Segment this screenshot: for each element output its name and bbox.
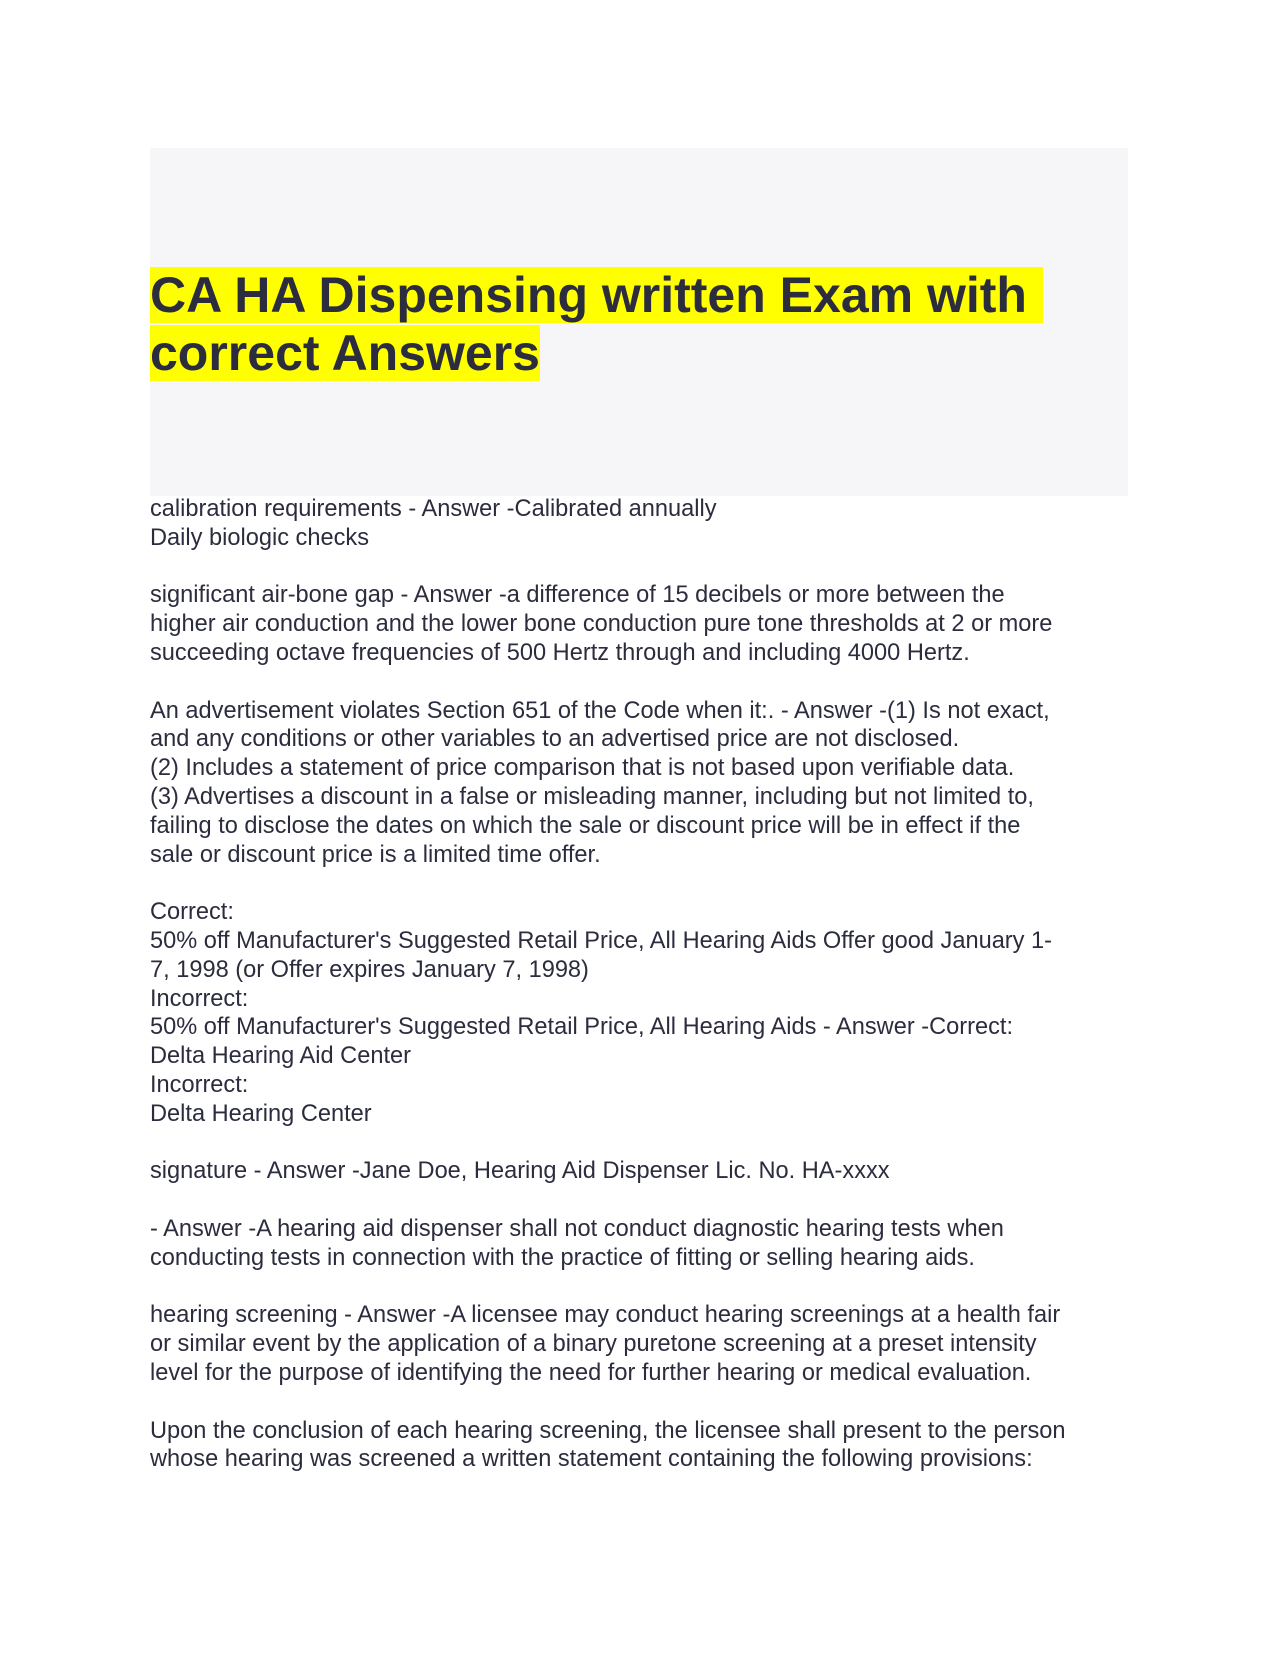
text-line: level for the purpose of identifying the need for further hearing or medical evaluation.: [150, 1359, 1032, 1386]
text-line: Upon the conclusion of each hearing screening, the licensee shall present to the person: [150, 1417, 1066, 1444]
qa-paragraph: [150, 1215, 1130, 1273]
text-line: Delta Hearing Center: [150, 1100, 372, 1127]
title-line-2: correct Answers: [150, 325, 540, 381]
document-body: [150, 495, 1130, 1503]
text-line: 50% off Manufacturer's Suggested Retail Price, All Hearing Aids Offer good January 1-: [150, 927, 1052, 954]
text-line: 50% off Manufacturer's Suggested Retail Price, All Hearing Aids - Answer -Correct:: [150, 1014, 1014, 1041]
text-line: or similar event by the application of a binary puretone screening at a preset intensity: [150, 1331, 1037, 1358]
title-line-1: CA HA Dispensing written Exam with: [150, 267, 1043, 323]
qa-paragraph: [150, 581, 1130, 667]
text-line: sale or discount price is a limited time offer.: [150, 841, 601, 868]
qa-paragraph: [150, 1301, 1130, 1387]
text-line: (2) Includes a statement of price comparison that is not based upon verifiable data.: [150, 755, 1015, 782]
text-line: calibration requirements - Answer -Calibrated annually: [150, 496, 717, 522]
text-line: 7, 1998 (or Offer expires January 7, 1998): [150, 956, 589, 983]
qa-paragraph: [150, 1417, 1130, 1475]
text-line: Delta Hearing Aid Center: [150, 1043, 411, 1070]
text-line: higher air conduction and the lower bone conduction pure tone thresholds at 2 or more: [150, 611, 1053, 638]
text-line: - Answer -A hearing aid dispenser shall not conduct diagnostic hearing tests when: [150, 1215, 1004, 1242]
text-line: failing to disclose the dates on which the sale or discount price will be in effect if the: [150, 812, 1021, 839]
qa-paragraph: [150, 898, 1130, 1128]
text-line: Daily biologic checks: [150, 524, 369, 551]
text-line: succeeding octave frequencies of 500 Hertz through and including 4000 Hertz.: [150, 639, 970, 666]
text-line: whose hearing was screened a written statement containing the following provisions:: [150, 1446, 1033, 1473]
text-line: signature - Answer -Jane Doe, Hearing Aid Dispenser Lic. No. HA-xxxx: [150, 1158, 890, 1185]
text-line: An advertisement violates Section 651 of the Code when it:. - Answer -(1) Is not exact,: [150, 697, 1050, 724]
qa-paragraph: [150, 697, 1130, 870]
qa-paragraph: [150, 495, 1130, 553]
document-title: [150, 266, 1050, 382]
text-line: Incorrect:: [150, 1071, 249, 1098]
text-line: Correct:: [150, 899, 234, 926]
text-line: Incorrect:: [150, 985, 249, 1012]
text-line: conducting tests in connection with the practice of fitting or selling hearing aids.: [150, 1244, 975, 1271]
text-line: hearing screening - Answer -A licensee may conduct hearing screenings at a health fair: [150, 1302, 1061, 1329]
text-line: significant air-bone gap - Answer -a difference of 15 decibels or more between the: [150, 582, 1005, 609]
qa-paragraph: [150, 1157, 1130, 1186]
text-line: and any conditions or other variables to an advertised price are not disclosed.: [150, 726, 960, 753]
text-line: (3) Advertises a discount in a false or misleading manner, including but not limited to,: [150, 783, 1034, 810]
